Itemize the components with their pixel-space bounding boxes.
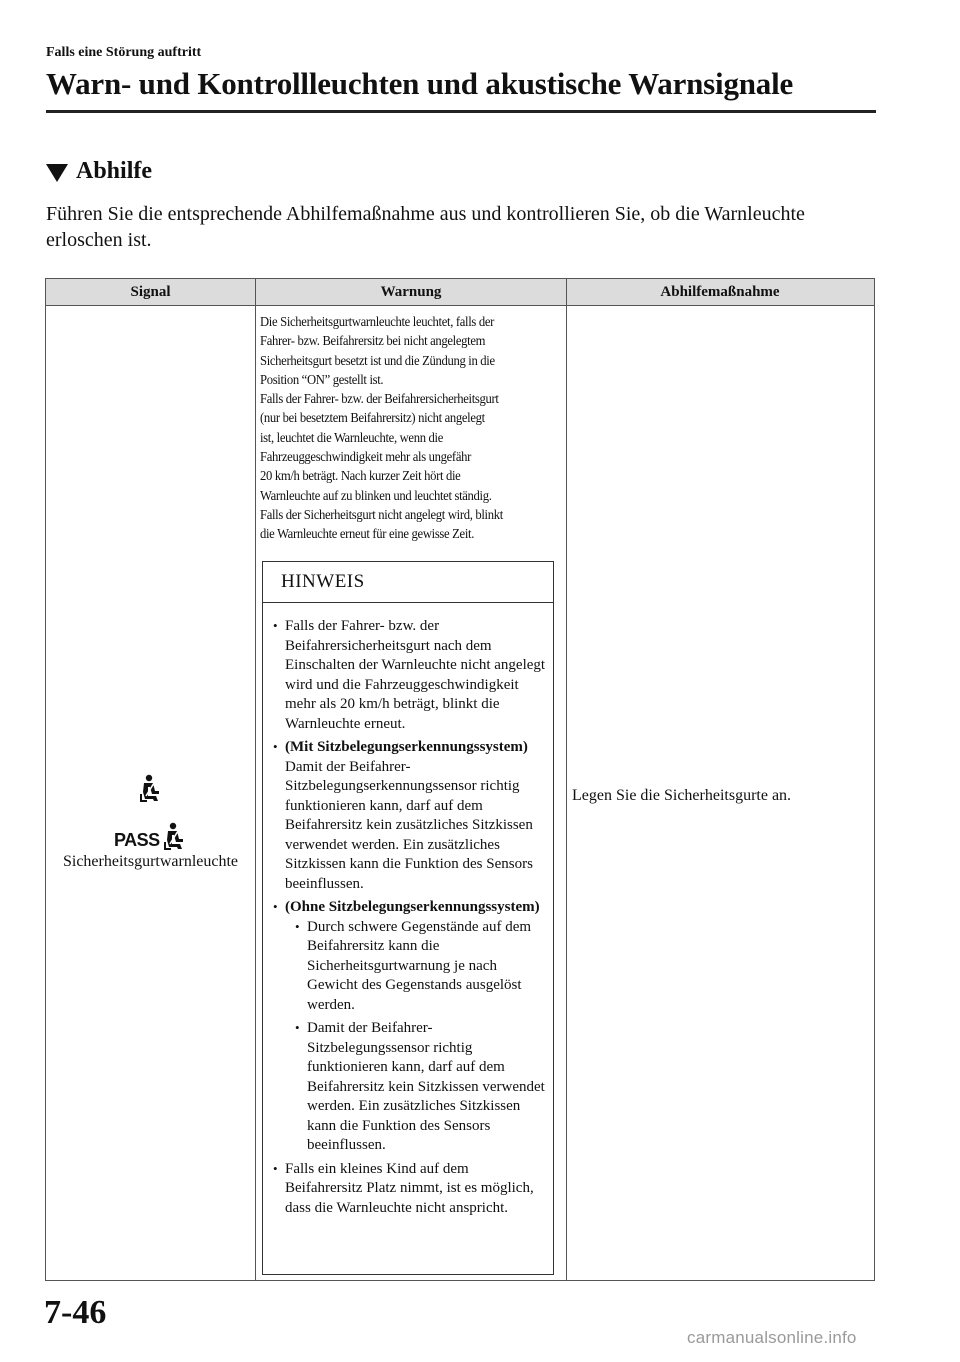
warning-line: Die Sicherheitsgurtwarnleuchte leuchtet, falls der <box>260 314 495 329</box>
table-header-row <box>46 279 874 306</box>
note-item: • Falls der Fahrer- bzw. der Beifahrersicherheitsgurt nach dem Einschalten der Warnleuchte nicht angelegt wird und die Fahrzeuggeschwindigkeit mehr als 20 km/h beträgt, blinkt die Warnleuchte erneut. <box>273 617 547 734</box>
note-title: HINWEIS <box>263 562 553 603</box>
warning-line: Falls der Sicherheitsgurt nicht angelegt wird, blinkt <box>260 506 503 522</box>
pass-label: PASS <box>114 830 160 850</box>
warning-line: Falls der Fahrer- bzw. der Beifahrersicherheitsgurt <box>260 391 499 407</box>
warning-line: Warnleuchte auf zu blinken und leuchtet ständig. <box>260 487 492 503</box>
watermark: carmanualsonline.info <box>687 1328 857 1347</box>
note-item-heading: • (Ohne Sitzbelegungserkennungssystem) <box>285 899 540 915</box>
note-box <box>262 561 554 1275</box>
intro-paragraph: Führen Sie die entsprechende Abhilfemaßnahme aus und kontrollieren Sie, ob die Warnleuchte erloschen ist. <box>46 203 805 251</box>
subsection-heading <box>46 158 152 185</box>
header-divider <box>46 110 876 113</box>
header-signal: Signal <box>130 284 171 300</box>
page-header <box>46 44 876 102</box>
warning-line: Fahrzeuggeschwindigkeit mehr als ungefähr <box>260 449 471 465</box>
pass-indicator <box>114 814 186 850</box>
passenger-seatbelt-warning-icon <box>162 822 186 850</box>
note-item: • Falls ein kleines Kind auf dem Beifahrersitz Platz nimmt, ist es möglich, dass die Warnleuchte nicht anspricht. <box>273 1160 547 1219</box>
column-divider <box>566 279 567 1280</box>
warning-line: Fahrer- bzw. Beifahrersitz bei nicht angelegtem <box>260 333 486 349</box>
warning-line: (nur bei besetztem Beifahrersitz) nicht angelegt <box>260 410 485 426</box>
header-warnung: Warnung <box>380 284 442 300</box>
note-item <box>273 898 547 1156</box>
remedy-text: Legen Sie die Sicherheitsgurte an. <box>572 787 792 804</box>
note-item <box>273 738 547 894</box>
signal-cell <box>46 306 255 1280</box>
seatbelt-warning-icon <box>138 774 162 802</box>
warning-text <box>260 312 558 544</box>
page-title: Warn- und Kontrollleuchten und akustische Warnsignale <box>46 66 794 101</box>
column-divider <box>255 279 256 1280</box>
note-subitem: • Damit der Beifahrer-Sitzbelegungssensor richtig funktionieren kann, darf auf dem Beifahrersitz kein Sitzkissen verwendet werden. Ein zusätzliches Sitzkissen kann die Funktion des Sensors beeinflussen. <box>295 1019 547 1156</box>
triangle-down-icon <box>46 164 68 182</box>
section-title: Falls eine Störung auftritt <box>46 45 202 60</box>
warning-line: die Warnleuchte erneut für eine gewisse Zeit. <box>260 526 475 542</box>
warning-line: ist, leuchtet die Warnleuchte, wenn die <box>260 429 444 445</box>
note-subitem: • Durch schwere Gegenstände auf dem Beifahrersitz kann die Sicherheitsgurtwarnung je nach Gewicht des Gegenstands ausgelöst werden. <box>295 918 547 1016</box>
warning-table <box>45 278 875 1281</box>
page-number: 7-46 <box>44 1294 107 1331</box>
warning-line: Position “ON” gestellt ist. <box>260 371 384 387</box>
note-item-text: Damit der Beifahrer-Sitzbelegungserkennungssensor richtig funktionieren kann, darf auf dem Beifahrersitz kein zusätzliches Sitzkissen verwendet werden. Ein zusätzliches Sitzkissen kann die Funktion des Sensors beeinflussen. <box>285 758 533 892</box>
note-body <box>263 603 553 1218</box>
warning-cell <box>260 312 560 544</box>
note-item-heading: • (Mit Sitzbelegungserkennungssystem) <box>285 739 528 755</box>
subsection-title: Abhilfe <box>76 158 153 184</box>
signal-label: Sicherheitsgurtwarnleuchte <box>62 853 239 870</box>
warning-line: 20 km/h beträgt. Nach kurzer Zeit hört die <box>260 468 461 484</box>
warning-line: Sicherheitsgurt besetzt ist und die Zündung in die <box>260 352 495 368</box>
header-abhilfe: Abhilfemaßnahme <box>660 284 780 300</box>
